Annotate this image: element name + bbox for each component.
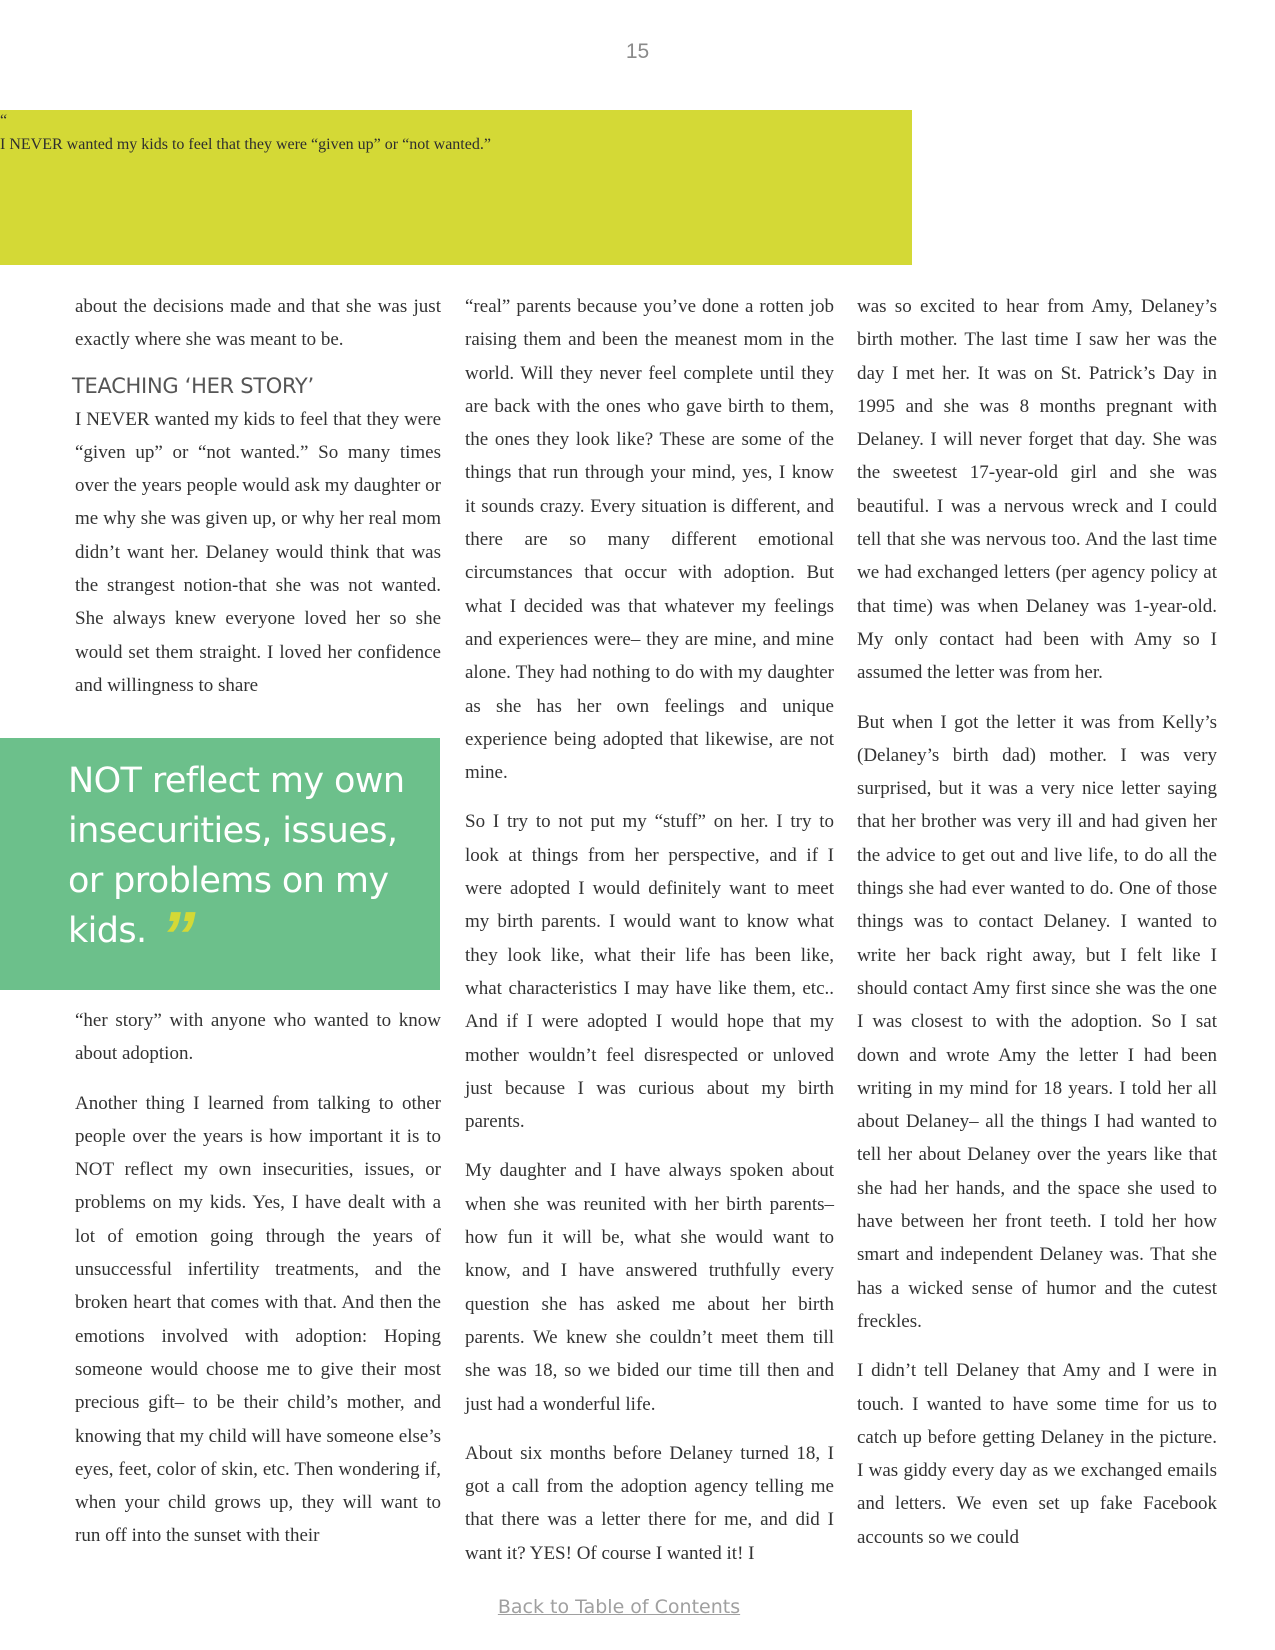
paragraph: about the decisions made and that she was just exactly where she was meant to be.	[75, 296, 441, 351]
column-1-bottom	[75, 1004, 441, 1553]
paragraph: My daughter and I have always spoken about when she was reunited with her birth parents– how fun it will be, what she would want to know, and I have answered truthfully every question she has asked me about her birth parents. We knew she couldn’t meet them till she was 18, so we bided our time till then and just had a wonderful life.	[465, 1160, 834, 1415]
pull-quote-top-band	[0, 110, 912, 265]
paragraph: About six months before Delaney turned 18, I got a call from the adoption agency telling me that there was a letter there for me, and did I want it? YES! Of course I wanted it! I	[465, 1442, 834, 1564]
paragraph: Another thing I learned from talking to other people over the years is how important it is to NOT reflect my own insecurities, issues, or problems on my kids. Yes, I have dealt with a lot of emotion going through the years of unsuccessful infertility treatments, and the broken heart that comes with that. And then the emotions involved with adoption: Hoping someone would choose me to give their most precious gift– to be their child’s mother, and knowing that my child will have someone else’s eyes, feet, color of skin, etc. Then wondering if, when your child grows up, they will want to run off into the sunset with their	[75, 1092, 441, 1547]
paragraph: So I try to not put my “stuff” on her. I try to look at things from her perspective, and if I were adopted I would definitely want to meet my birth parents. I would want to know what they look like, what their life has been like, what characteristics I may have like them, etc.. And if I were adopted I would hope that my mother wouldn’t feel disrespected or unloved just because I was curious about my birth parents.	[465, 811, 834, 1133]
paragraph: “her story” with anyone who wanted to know about adoption.	[75, 1010, 441, 1065]
paragraph: was so excited to hear from Amy, Delaney’s birth mother. The last time I saw her was the day I met her. It was on St. Patrick’s Day in 1995 and she was 8 months pregnant with Delaney. I will never forget that day. She was the sweetest 17-year-old girl and she was beautiful. I was a nervous wreck and I could tell that she was nervous too. And the last time we had exchanged letters (per agency policy at that time) was when Delaney was 1-year-old. My only contact had been with Amy so I assumed the letter was from her.	[857, 296, 1217, 684]
back-to-toc-link[interactable]: Back to Table of Contents	[497, 1596, 741, 1618]
column-2	[465, 290, 834, 1570]
pull-quote-side	[68, 756, 438, 975]
close-quote-mark: ”	[160, 897, 195, 975]
pull-quote-side-text: NOT reflect my own insecurities, issues, or problems on my kids.	[68, 761, 405, 951]
page-number: 15	[625, 40, 650, 63]
paragraph: I NEVER wanted my kids to feel that they were “given up” or “not wanted.” So many times over the years people would ask my daughter or me why she was given up, or why her real mom didn’t want her. Delaney would think that was the strangest notion-that she was not wanted. She always knew everyone loved her so she would set them straight. I loved her confidence and willingness to share	[75, 408, 441, 696]
paragraph: “real” parents because you’ve done a rotten job raising them and been the meanest mom in the world. Will they never feel complete until they are back with the ones who gave birth to them, the ones they look like? These are some of the things that run through your mind, yes, I know it sounds crazy. Every situation is different, and there are so many different emotional circumstances that occur with adoption. But what I decided was that whatever my feelings and experiences were– they are mine, and mine alone. They had nothing to do with my daughter as she has her own feelings and unique experience being adopted that likewise, are not mine.	[465, 296, 834, 784]
section-heading: TEACHING ‘HER STORY’	[72, 373, 314, 398]
column-1-top	[72, 290, 441, 702]
open-quote-mark: “	[0, 112, 8, 129]
pull-quote-top-text: I NEVER wanted my kids to feel that they were “given up” or “not wanted.”	[0, 136, 491, 153]
paragraph: I didn’t tell Delaney that Amy and I were in touch. I wanted to have some time for us to catch up before getting Delaney in the picture. I was giddy every day as we exchanged emails and letters. We even set up fake Facebook accounts so we could	[857, 1360, 1217, 1548]
column-3	[857, 290, 1217, 1554]
paragraph: But when I got the letter it was from Kelly’s (Delaney’s birth dad) mother. I was very surprised, but it was a very nice letter saying that her brother was very ill and had given her the advice to get out and live life, to do all the things she had ever wanted to do. One of those things was to contact Delaney. I wanted to write her back right away, but I felt like I should contact Amy first since she was the one I was closest to with the adoption. So I sat down and wrote Amy the letter I had been writing in my mind for 18 years. I told her all about Delaney– all the things I had wanted to tell her about Delaney over the years like that she had her hands, and the space she used to have between her front teeth. I told her how smart and independent Delaney was. That she has a wicked sense of humor and the cutest freckles.	[857, 711, 1217, 1332]
